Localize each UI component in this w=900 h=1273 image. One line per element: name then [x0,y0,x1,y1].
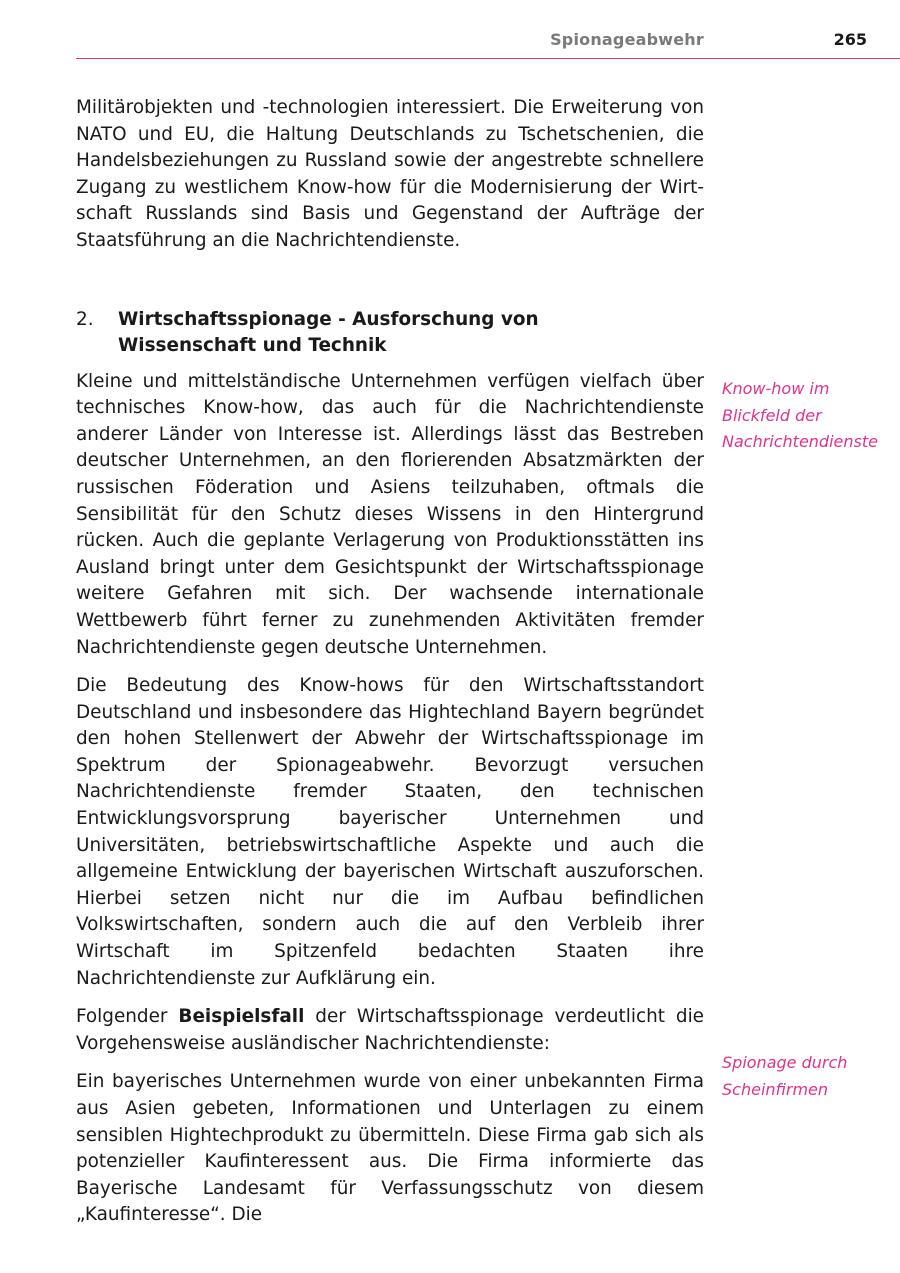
p3-text-start: Folgender [76,1006,179,1028]
section-number: 2. [76,308,94,330]
margin-note-scheinfirmen: Spionage durch Scheinfirmen [722,1053,848,1099]
section-heading [76,307,704,359]
body-paragraph-4: Ein bayerisches Unternehmen wurde von einer unbekannten Firma aus Asien gebeten, Informationen und Unterlagen zu einem sensiblen Hightechprodukt zu übermitteln. Diese Firma gab sich als potenzieller Kaufinteressent aus. Die Firma informierte das Bayerische Landesamt für Verfassungsschutz von diesem „Kaufinteresse“. Die [76,1071,704,1226]
section-title-heading: Wirtschaftsspionage - Ausforschung von Wissenschaft und Technik [118,308,539,356]
section-title: Spionageabwehr [550,30,704,49]
p3-bold-term: Beispielsfall [178,1006,305,1028]
intro-paragraph: Militärobjekten und -technologien interessiert. Die Erweiterung von NATO und EU, die Haltung Deutschlands zu Tschetschenien, die Handelsbeziehungen zu Russland sowie der angestrebte schnellere Zugang zu westlichem Know-how für die Modernisierung der Wirtschaft Russlands sind Basis und Gegenstand der Aufträge der Staatsführung an die Nachrichtendienste. [76,97,704,251]
body-paragraph-3 [76,1004,704,1057]
p3-text-end: der Wirtschaftsspionage verdeutlicht die Vorgehensweise ausländischer Nachrichtendienste: [76,1006,704,1054]
body-paragraph-1: Kleine und mittelständische Unternehmen verfügen vielfach über technisches Know-how, das auch für die Nachrichtendienste anderer Länder von Interesse ist. Allerdings lässt das Bestreben deutscher Unternehmen, an den florierenden Absatzmärkten der russischen Föderation und Asiens teilzuhaben, oftmals die Sensibilität für den Schutz dieses Wissens in den Hintergrund rücken. Auch die geplante Verlagerung von Produktionsstätten ins Ausland bringt unter dem Gesichtspunkt der Wirtschaftsspionage weitere Gefahren mit sich. Der wachsende internationale Wettbewerb führt ferner zu zunehmenden Aktivitäten fremder Nachrichtendienste gegen deutsche Unternehmen. [76,370,704,658]
body-paragraph-2: Die Bedeutung des Know-hows für den Wirtschaftsstandort Deutschland und insbesondere das Hightechland Bayern begründet den hohen Stellenwert der Abwehr der Wirtschaftsspionage im Spektrum der Spionageabwehr. Bevorzugt versuchen Nachrichtendienste fremder Staaten, den technischen Entwicklungsvorsprung bayerischer Unternehmen und Universitäten, betriebswirtschaftliche Aspekte und auch die allgemeine Entwicklung der bayerischen Wirtschaft auszuforschen. Hierbei setzen nicht nur die im Aufbau befindlichen Volkswirtschaften, sondern auch die auf den Verbleib ihrer Wirtschaft im Spitzenfeld bedachten Staaten ihre Nachrichtendienste zur Aufklärung ein. [76,675,704,989]
page-number: 265 [833,30,867,49]
margin-note-knowhow: Know-how im Blickfeld der Nachrichtendienste [722,379,878,452]
running-header [76,26,900,59]
main-text-column [76,95,704,1229]
